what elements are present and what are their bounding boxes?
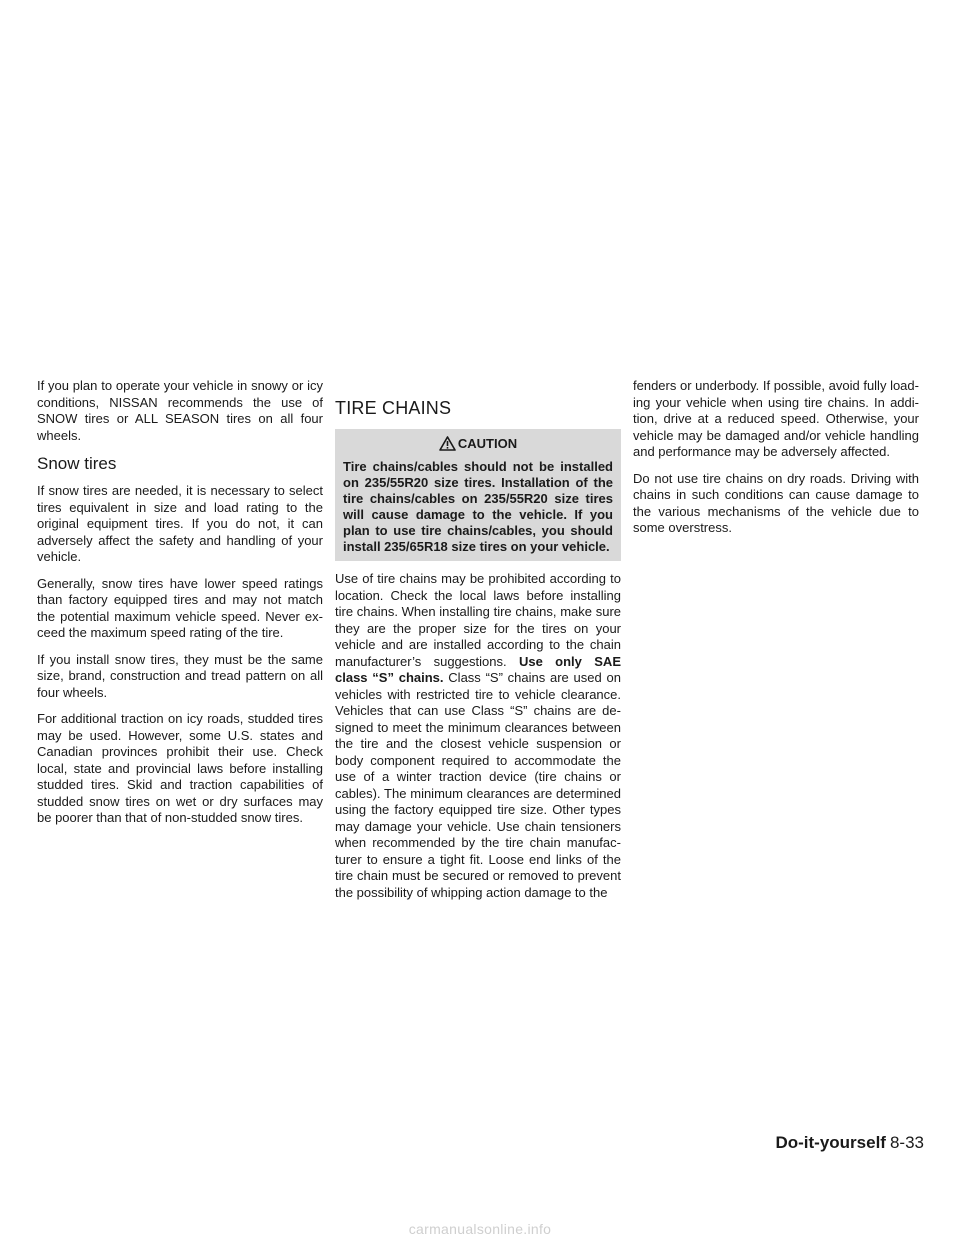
snow-tires-paragraph-1: If snow tires are needed, it is necessary to select tires equivalent in size and load rating to the original equipment tires. If you do not, it can adversely affect the safety and handling of your vehicle. (37, 483, 323, 564)
watermark: carmanualsonline.info (408, 1221, 552, 1237)
intro-paragraph: If you plan to operate your vehicle in snowy or icy conditions, NISSAN recommends the use of SNOW tires or ALL SEASON tires on all four wheels. (37, 378, 323, 443)
caution-label: CAUTION (457, 436, 518, 451)
column-middle (335, 378, 621, 911)
continued-paragraph: fenders or underbody. If possible, avoid fully loading your vehicle when using tire chains. In addition, drive at a reduced speed. Otherwise, your vehicle may be damaged and/or vehicle handling and performance may be adversely affected. (633, 378, 919, 459)
tire-chains-text-start: Use of tire chains may be prohibited according to location. Check the local laws before installing tire chains. When installing tire chains, make sure they are the proper size for the tires on your vehicle and are installed according to the chain manufacturer’s suggestions. (335, 571, 621, 669)
tire-chains-paragraph (335, 571, 621, 901)
caution-box (335, 429, 621, 561)
snow-tires-paragraph-4: For additional traction on icy roads, studded tires may be used. However, some U.S. states and Canadian provinces prohibit their use. Check local, state and provincial laws before installing studded tires. Skid and traction capabilities of studded snow tires on wet or dry surfaces may be poorer than that of non-studded snow tires. (37, 711, 323, 825)
sae-class-emphasis: Use only SAE class “S” chains. (335, 653, 621, 685)
tire-chains-text-end: Class “S” chains are used on vehicles with restricted tire to vehicle clearance. Vehicles that can use Class “S” chains are designed to meet the minimum clearances between the tire and the closest vehicle suspension or body component required to accommodate the use of a winter traction device (tire chains or cables). The minimum clearances are determined using the factory equipped tire size. Other types may damage your vehicle. Use chain tensioners when recommended by the tire chain manufacturer to ensure a tight fit. Loose end links of the tire chain must be secured or removed to prevent the possibility of whipping action damage to the (335, 670, 621, 900)
page-number: 8-33 (889, 1133, 924, 1152)
column-right (633, 378, 919, 547)
section-name: Do-it-yourself (775, 1133, 886, 1152)
snow-tires-paragraph-2: Generally, snow tires have lower speed ratings than factory equipped tires and may not match the potential maximum vehicle speed. Never exceed the maximum speed rating of the tire. (37, 575, 323, 640)
column-left (37, 378, 323, 837)
caution-text: Tire chains/cables should not be installed on 235/55R20 size tires. Installation of the tire chains/cables on 235/55R20 size tires will cause damage to the vehicle. If you plan to use tire chains/cables, you should install 235/65R18 size tires on your vehicle. (343, 459, 613, 554)
page-footer (775, 1133, 924, 1153)
dry-roads-paragraph: Do not use tire chains on dry roads. Driving with chains in such conditions can cause damage to the various mechanisms of the vehicle due to some overstress. (633, 470, 919, 535)
snow-tires-heading: Snow tires (37, 454, 117, 473)
snow-tires-paragraph-3: If you install snow tires, they must be the same size, brand, construction and tread pattern on all four wheels. (37, 651, 323, 700)
tire-chains-heading: TIRE CHAINS (335, 398, 452, 418)
warning-triangle-icon (439, 436, 458, 451)
caution-header (343, 435, 613, 453)
